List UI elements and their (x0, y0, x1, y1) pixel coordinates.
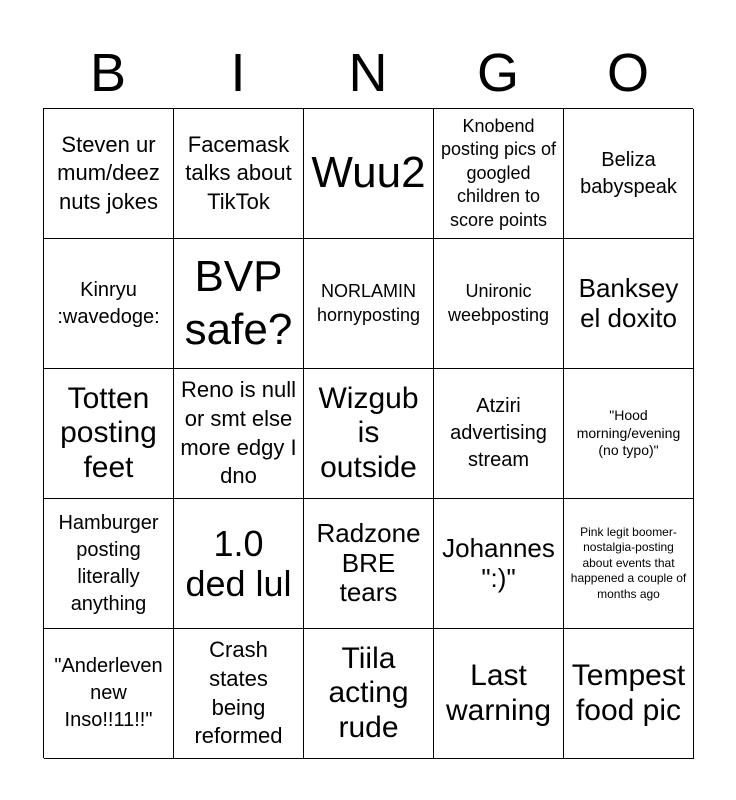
bingo-cell[interactable]: NORLAMIN hornyposting (304, 239, 434, 369)
bingo-cell[interactable]: Crash states being reformed (174, 629, 304, 759)
bingo-cell[interactable]: Reno is null or smt else more edgy I dno (174, 369, 304, 499)
bingo-cell[interactable]: Totten posting feet (44, 369, 174, 499)
bingo-cell[interactable]: "Anderleven new Inso!!11!!" (44, 629, 174, 759)
header-letter-g: G (476, 43, 519, 103)
bingo-cell[interactable]: Atziri advertising stream (434, 369, 564, 499)
bingo-cell[interactable]: 1.0 ded lul (174, 499, 304, 629)
header-letter-o: O (606, 43, 649, 103)
bingo-cell[interactable]: Knobend posting pics of googled children to score points (434, 109, 564, 239)
bingo-cell[interactable]: Last warning (434, 629, 564, 759)
bingo-cell[interactable]: Banksey el doxito (564, 239, 694, 369)
bingo-cell[interactable]: Unironic weebposting (434, 239, 564, 369)
bingo-cell[interactable]: Steven ur mum/deez nuts jokes (44, 109, 174, 239)
bingo-cell[interactable]: Beliza babyspeak (564, 109, 694, 239)
bingo-cell[interactable]: Hamburger posting literally anything (44, 499, 174, 629)
bingo-cell[interactable]: Radzone BRE tears (304, 499, 434, 629)
bingo-cell[interactable]: Tempest food pic (564, 629, 694, 759)
header-letter-n: N (348, 43, 388, 103)
bingo-cell[interactable]: Wuu2 (304, 109, 434, 239)
bingo-cell[interactable]: Wizgub is outside (304, 369, 434, 499)
bingo-cell[interactable]: Johannes ":)" (434, 499, 564, 629)
header-letter-b: B (89, 43, 127, 103)
header-letter-i: I (230, 43, 246, 103)
bingo-header (43, 40, 693, 106)
bingo-cell[interactable]: Pink legit boomer-nostalgia-posting about events that happened a couple of months ago (564, 499, 694, 629)
bingo-cell[interactable]: BVP safe? (174, 239, 304, 369)
bingo-cell[interactable]: Tiila acting rude (304, 629, 434, 759)
bingo-cell[interactable]: Facemask talks about TikTok (174, 109, 304, 239)
bingo-cell[interactable]: Kinryu :wavedoge: (44, 239, 174, 369)
bingo-grid (43, 108, 693, 758)
bingo-cell[interactable]: "Hood morning/evening (no typo)" (564, 369, 694, 499)
